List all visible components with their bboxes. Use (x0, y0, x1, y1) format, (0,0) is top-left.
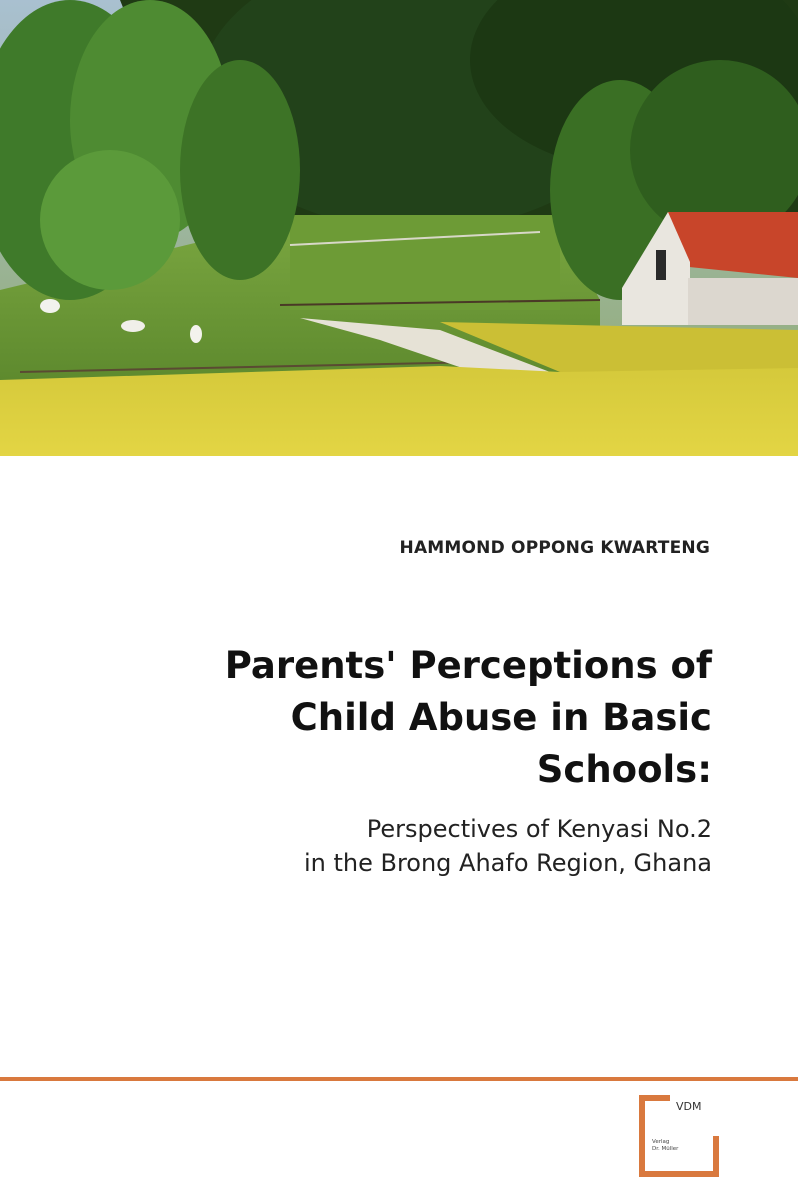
publisher-logo-text: VDM (676, 1100, 702, 1113)
divider-rule (0, 1077, 798, 1081)
author-name: HAMMOND OPPONG KWARTENG (399, 538, 710, 558)
cover-photo (0, 0, 798, 456)
title-line: Schools: (536, 748, 712, 791)
publisher-name-line: Dr. Müller (652, 1146, 679, 1152)
title-line: Child Abuse in Basic (290, 696, 712, 739)
subtitle-line: in the Brong Ahafo Region, Ghana (303, 849, 712, 877)
title-line: Parents' Perceptions of (224, 644, 712, 687)
publisher-name (652, 1139, 678, 1153)
subtitle-line: Perspectives of Kenyasi No.2 (366, 815, 712, 843)
book-title (72, 640, 712, 796)
book-subtitle (72, 812, 712, 880)
publisher-name-line: Verlag (652, 1139, 670, 1145)
